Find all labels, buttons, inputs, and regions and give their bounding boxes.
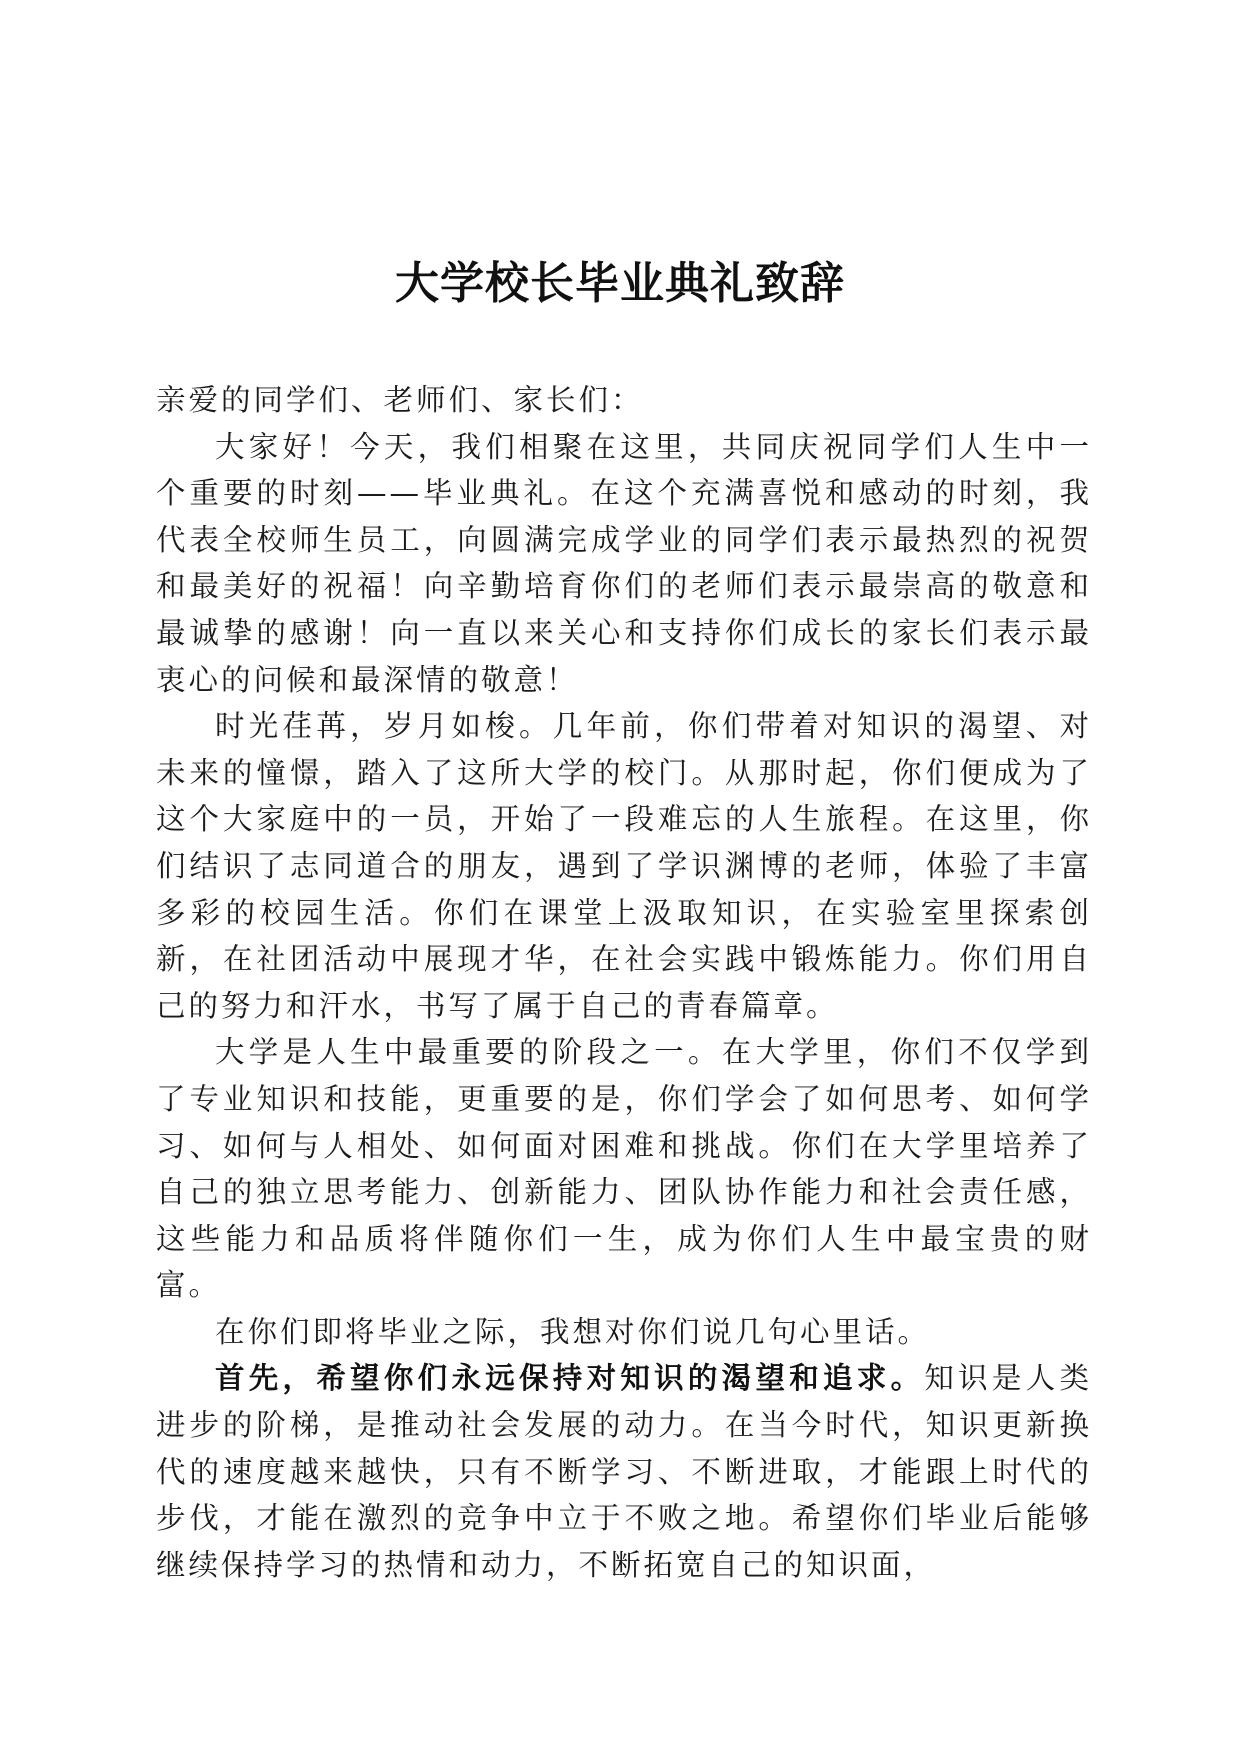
paragraph-memories: 时光荏苒，岁月如梭。几年前，你们带着对知识的渴望、对未来的憧憬，踏入了这所大学的校门。从那时起，你们便成为了这个大家庭中的一员，开始了一段难忘的人生旅程。在这里，你们结识了志同道合的朋友，遇到了学识渊博的老师，体验了丰富多彩的校园生活。你们在课堂上汲取知识，在实验室里探索创新，在社团活动中展现才华，在社会实践中锻炼能力。你们用自己的努力和汗水，书写了属于自己的青春篇章。	[156, 709, 1092, 1023]
paragraph-transition: 在你们即将毕业之际，我想对你们说几句心里话。	[215, 1314, 931, 1349]
salutation: 亲爱的同学们、老师们、家长们：	[156, 383, 644, 417]
document-body	[156, 377, 1092, 1588]
document-title: 大学校长毕业典礼致辞	[395, 258, 845, 309]
paragraph-greeting: 大家好！今天，我们相聚在这里，共同庆祝同学们人生中一个重要的时刻——毕业典礼。在这个充满喜悦和感动的时刻，我代表全校师生员工，向圆满完成学业的同学们表示最热烈的祝贺和最美好的祝福！向辛勤培育你们的老师们表示最崇高的敬意和最诚挚的感谢！向一直以来关心和支持你们成长的家长们表示最衷心的问候和最深情的敬意！	[156, 429, 1092, 697]
point-one-text: 知识是人类进步的阶梯，是推动社会发展的动力。在当今时代，知识更新换代的速度越来越快，只有不断学习、不断进取，才能跟上时代的步伐，才能在激烈的竞争中立于不败之地。希望你们毕业后能够继续保持学习的热情和动力，不断拓宽自己的知识面，	[156, 1361, 1092, 1582]
paragraph-university: 大学是人生中最重要的阶段之一。在大学里，你们不仅学到了专业知识和技能，更重要的是，你们学会了如何思考、如何学习、如何与人相处、如何面对困难和挑战。你们在大学里培养了自己的独立思考能力、创新能力、团队协作能力和社会责任感，这些能力和品质将伴随你们一生，成为你们人生中最宝贵的财富。	[156, 1035, 1092, 1303]
point-one-heading: 首先，希望你们永远保持对知识的渴望和追求。	[215, 1360, 925, 1396]
paragraph-point-one	[156, 1355, 1092, 1588]
